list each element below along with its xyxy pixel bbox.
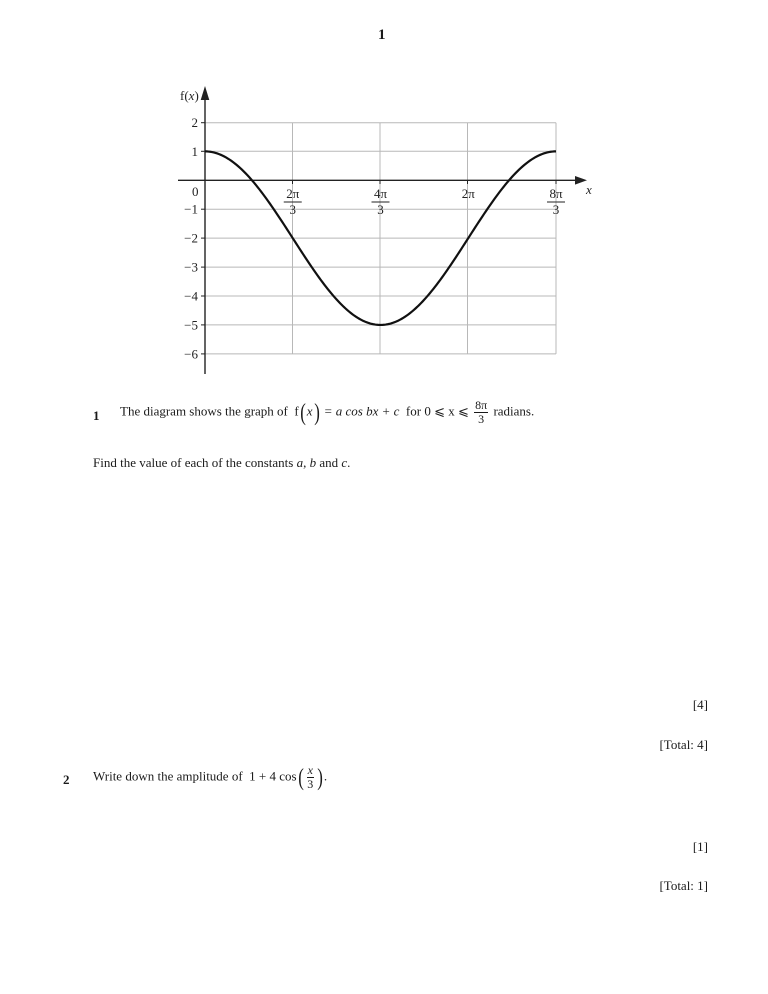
y-tick-label: −2 [184,230,198,246]
amplitude-prefix: 1 + 4 cos [249,768,297,784]
y-axis-label: f(x) [180,88,199,103]
x-tick-label: 8π [549,186,563,201]
question-2-statement: Write down the amplitude of 1 + 4 cos( $\frac{x}{3}$ ). [93,763,328,791]
x-tick-label: 2π [286,186,300,201]
question-1-text-before: The diagram shows the graph of [120,403,288,419]
question-2-text-before: Write down the amplitude of [93,768,243,784]
func-arg: x [306,403,313,419]
question-1-total: [Total: 4] [659,737,708,752]
question-2-total: [Total: 1] [659,878,708,893]
y-tick-label: −1 [184,201,198,217]
axis-labels [180,88,592,199]
x-tick-label-denominator: 3 [552,202,560,217]
domain-prefix: for 0 ⩽ x ⩽ [405,403,469,419]
x-tick-label: 2π [461,186,475,201]
question-1-text-after: radians. [493,403,535,419]
y-tick-labels [184,115,198,361]
page-number: 1 [378,27,386,43]
amplitude-fraction: $\frac{x}{3}$ [307,763,314,791]
y-tick-label: 2 [191,114,198,130]
x-tick-label-denominator: 3 [289,202,296,217]
func-rhs: = a cos bx + c [323,403,400,419]
x-axis-label: x [586,182,592,197]
question-2-marks: [1] [692,839,708,854]
y-tick-label: −3 [184,259,198,275]
cosine-graph [0,0,768,400]
y-tick-label: −4 [184,288,198,304]
y-tick-label: −5 [184,317,198,333]
y-tick-label: −6 [184,346,198,362]
x-tick-label: 4π [373,186,388,201]
question-1-instruction: Find the value of each of the constants a, b and c. [93,455,351,470]
domain-fraction: $\frac{8\pi}{3}$ [475,398,488,426]
x-tick-label-denominator: 3 [377,202,384,217]
y-axis-arrow-icon [201,86,210,100]
question-2-number: 2 [63,772,70,787]
question-1-marks: [4] [692,697,708,712]
grid [205,123,556,354]
axes [178,96,578,374]
origin-label: 0 [192,184,199,199]
question-1-statement: The diagram shows the graph of f(x) = a cos bx + c for 0 ⩽ x ⩽ $\frac{8\pi}{3}$ radians. [120,398,535,426]
x-tick-labels [284,186,565,217]
question-1-number: 1 [93,408,100,423]
y-tick-label: 1 [191,143,198,159]
func-name: f [294,403,299,419]
